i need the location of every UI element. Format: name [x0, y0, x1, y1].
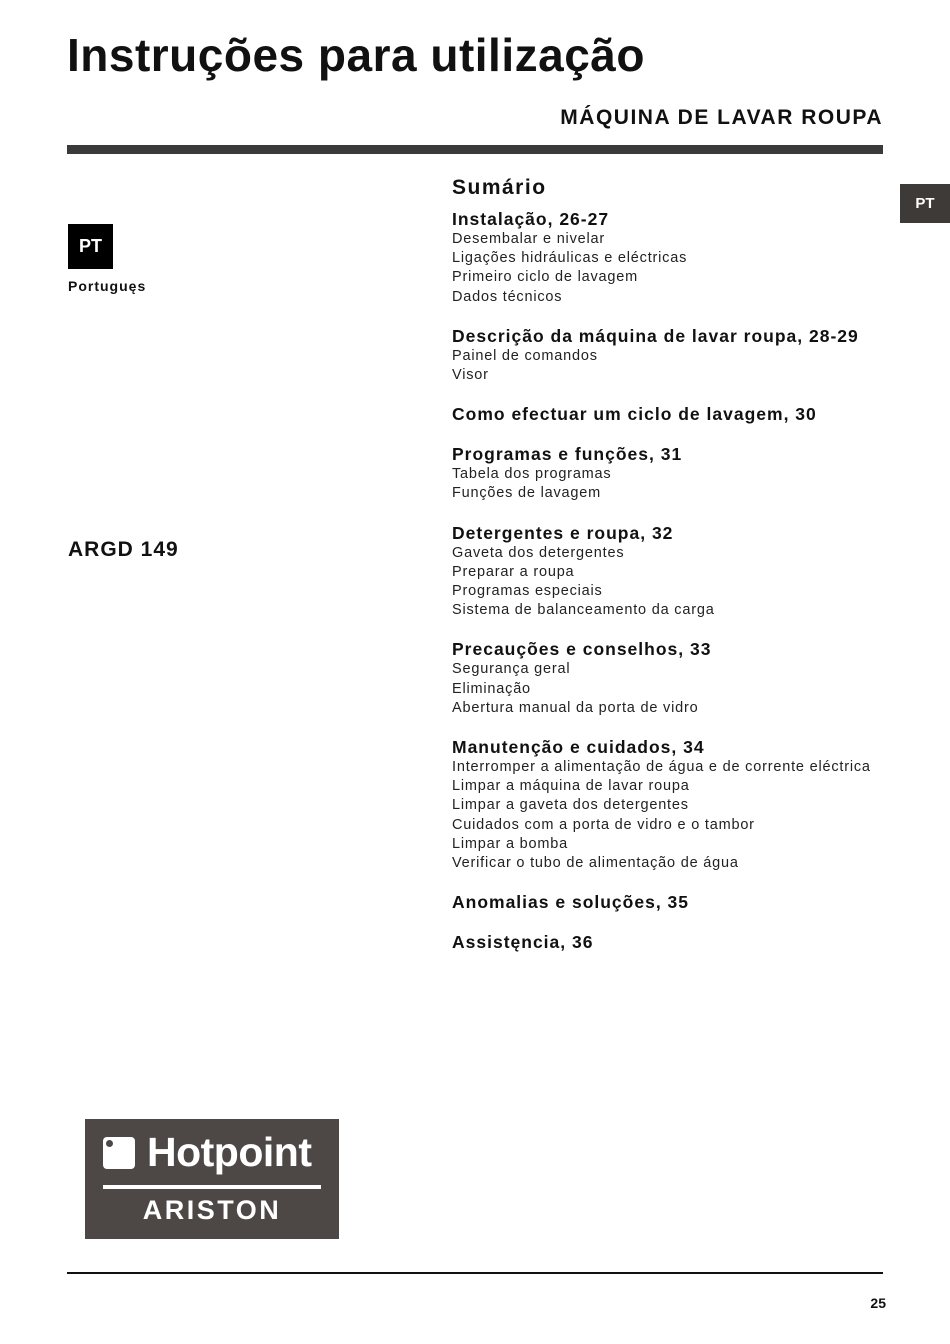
language-side-tab: PT — [900, 184, 950, 223]
toc-item: Programas especiais — [452, 583, 603, 600]
toc-section — [452, 736, 892, 873]
toc-section-title: Como efectuar um ciclo de lavagem, 30 — [452, 404, 817, 425]
toc-item: Interromper a alimentação de água e de corrente eléctrica — [452, 759, 871, 776]
toc-heading: Sumário — [452, 176, 547, 199]
language-badge: PT — [68, 224, 113, 269]
toc-item: Abertura manual da porta de vidro — [452, 699, 699, 716]
toc-item-list — [452, 465, 892, 503]
toc-section-title: Anomalias e soluções, 35 — [452, 892, 690, 913]
toc-section — [452, 638, 892, 718]
toc-section-title: Assistęncia, 36 — [452, 932, 594, 953]
page-title: Instruções para utilização — [67, 29, 645, 81]
header-divider — [67, 145, 883, 154]
footer-divider — [67, 1272, 883, 1274]
hotpoint-ariston-logo — [85, 1119, 339, 1239]
toc-item: Painel de comandos — [452, 347, 598, 364]
toc-section — [452, 325, 892, 385]
toc-section — [452, 403, 892, 425]
toc-item: Preparar a roupa — [452, 563, 575, 580]
toc-item: Funções de lavagem — [452, 485, 602, 502]
toc-item: Eliminação — [452, 680, 531, 697]
toc-section — [452, 522, 892, 621]
toc-item: Dados técnicos — [452, 288, 563, 305]
toc-section — [452, 208, 892, 307]
toc-section-title: Programas e funções, 31 — [452, 444, 683, 465]
toc-item-list — [452, 230, 892, 307]
logo-brand-text: Hotpoint — [147, 1129, 312, 1175]
toc-item: Verificar o tubo de alimentação de água — [452, 855, 739, 872]
toc-item-list — [452, 660, 892, 718]
toc-item: Primeiro ciclo de lavagem — [452, 269, 639, 286]
language-label: Portuguęs — [68, 278, 147, 294]
toc-item: Segurança geral — [452, 661, 571, 678]
toc-section — [452, 443, 892, 503]
toc-section-title: Detergentes e roupa, 32 — [452, 522, 674, 543]
logo-divider — [103, 1185, 321, 1189]
toc-sections — [452, 208, 892, 953]
toc-item-list — [452, 758, 892, 873]
toc-section-title: Manutenção e cuidados, 34 — [452, 737, 705, 758]
toc-item: Limpar a bomba — [452, 835, 568, 852]
toc-item: Limpar a máquina de lavar roupa — [452, 778, 690, 795]
toc-section-title: Precauções e conselhos, 33 — [452, 639, 712, 660]
toc-item: Desembalar e nivelar — [452, 231, 606, 247]
table-of-contents — [452, 174, 892, 971]
toc-item: Limpar a gaveta dos detergentes — [452, 797, 689, 814]
toc-item: Visor — [452, 367, 489, 384]
toc-item-list — [452, 544, 892, 621]
model-number: ARGD 149 — [68, 538, 179, 561]
document-subtitle: MÁQUINA DE LAVAR ROUPA — [560, 106, 883, 129]
page-number: 25 — [870, 1295, 886, 1311]
toc-item: Gaveta dos detergentes — [452, 544, 625, 561]
toc-item: Cuidados com a porta de vidro e o tambor — [452, 816, 755, 833]
toc-section — [452, 931, 892, 953]
logo-sub-brand-text: ARISTON — [142, 1195, 282, 1225]
toc-item: Ligações hidráulicas e eléctricas — [452, 250, 688, 267]
toc-section-title: Descrição da máquina de lavar roupa, 28-29 — [452, 325, 859, 346]
logo-mark-icon — [103, 1137, 135, 1169]
toc-item: Tabela dos programas — [452, 466, 612, 483]
toc-section-title: Instalação, 26-27 — [452, 209, 610, 229]
toc-item: Sistema de balanceamento da carga — [452, 602, 715, 619]
toc-section — [452, 891, 892, 913]
toc-item-list — [452, 347, 892, 385]
